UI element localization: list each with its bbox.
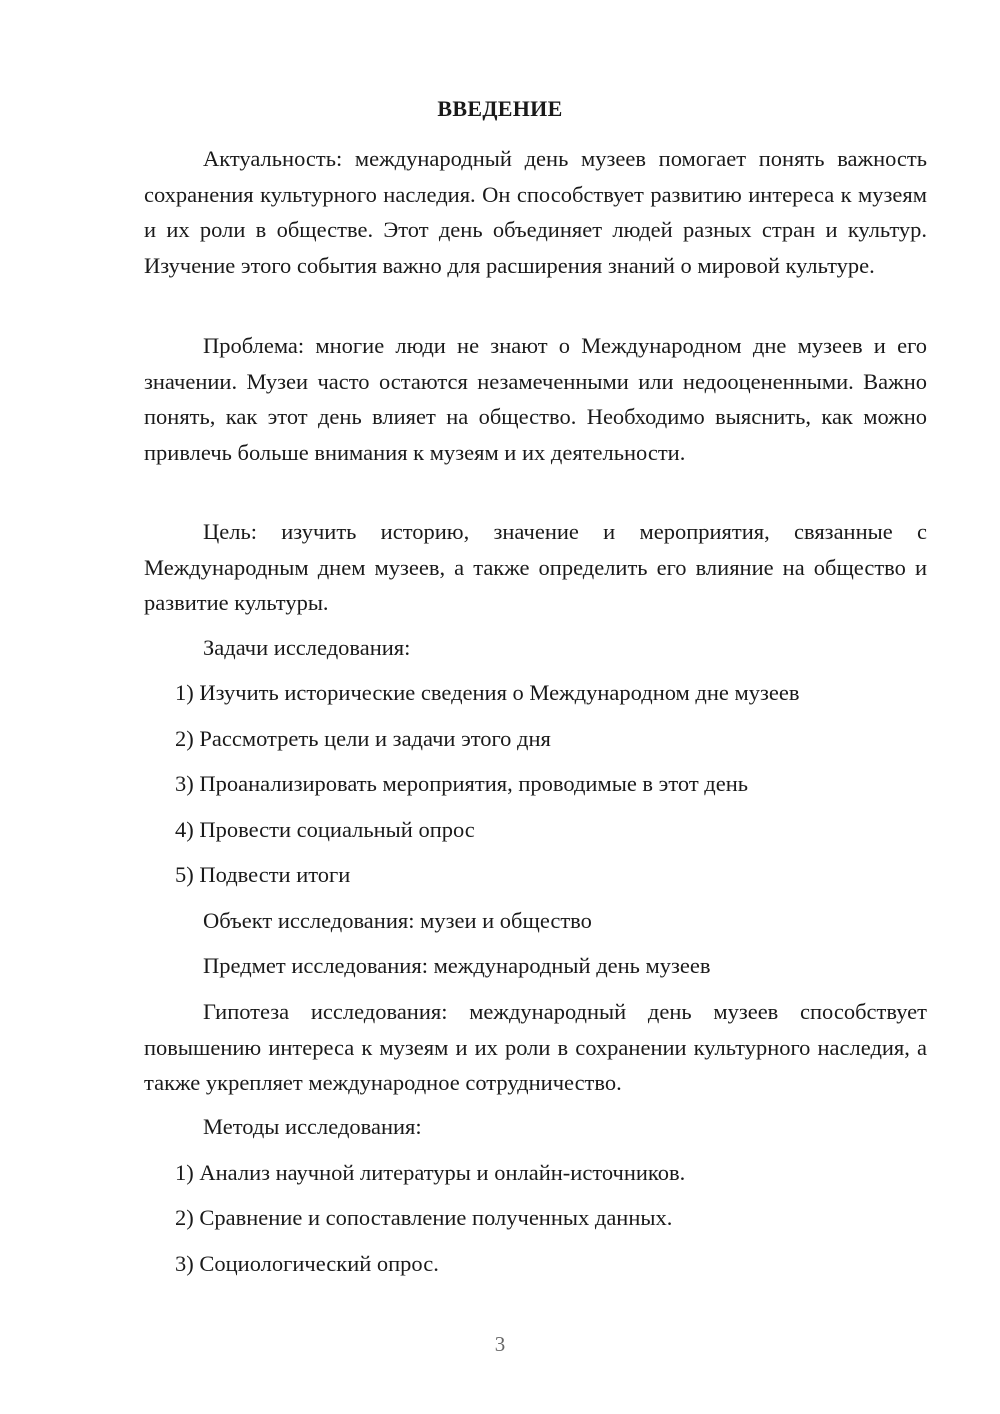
- page-number: 3: [494, 1332, 506, 1356]
- task-item: 3) Проанализировать мероприятия, проводимые в этот день: [175, 771, 749, 796]
- task-item: 2) Рассмотреть цели и задачи этого дня: [175, 726, 551, 751]
- research-subject: Предмет исследования: международный день музеев: [203, 953, 711, 978]
- tasks-heading: Задачи исследования:: [203, 635, 411, 660]
- method-item: 3) Социологический опрос.: [175, 1251, 439, 1276]
- problem-paragraph: Проблема: многие люди не знают о Международном дне музеев и его значении. Музеи часто остаются незамеченными или недооцененными. Важно понять, как этот день влияет на общество. Необходимо выяснить, как можно привлечь больше внимания к музеям и их деятельности.: [144, 333, 927, 465]
- method-item: 1) Анализ научной литературы и онлайн-источников.: [175, 1160, 686, 1185]
- methods-heading: Методы исследования:: [203, 1114, 422, 1139]
- relevance-paragraph: Актуальность: международный день музеев помогает понять важность сохранения культурного наследия. Он способствует развитию интереса к музеям и их роли в обществе. Этот день объединяет людей разных стран и культур. Изучение этого события важно для расширения знаний о мировой культуре.: [144, 146, 927, 278]
- task-item: 4) Провести социальный опрос: [175, 817, 475, 842]
- research-object: Объект исследования: музеи и общество: [203, 908, 592, 933]
- task-item: 5) Подвести итоги: [175, 862, 351, 887]
- task-item: 1) Изучить исторические сведения о Международном дне музеев: [175, 680, 800, 705]
- goal-paragraph: Цель: изучить историю, значение и мероприятия, связанные с Международным днем музеев, а также определить его влияние на общество и развитие культуры.: [144, 519, 927, 615]
- hypothesis-paragraph: Гипотеза исследования: международный день музеев способствует повышению интереса к музеям и их роли в сохранении культурного наследия, а также укрепляет международное сотрудничество.: [144, 999, 927, 1095]
- section-title: ВВЕДЕНИЕ: [437, 96, 563, 121]
- method-item: 2) Сравнение и сопоставление полученных данных.: [175, 1205, 673, 1230]
